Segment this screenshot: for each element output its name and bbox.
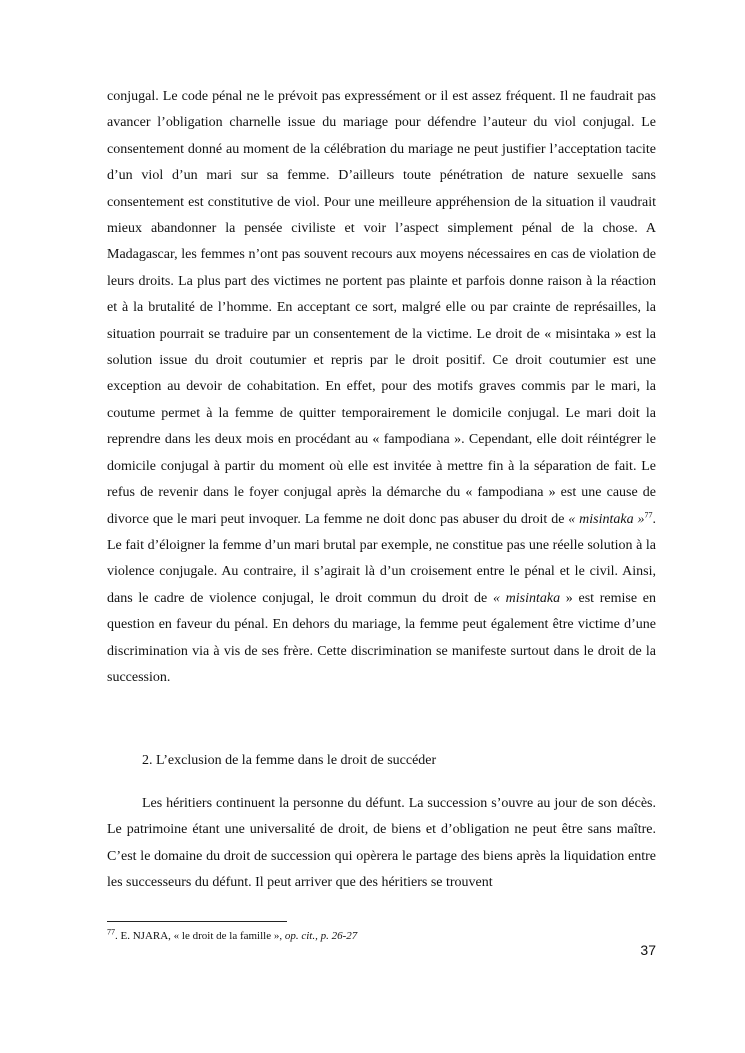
body-paragraph bbox=[107, 84, 656, 691]
body-paragraph: Les héritiers continuent la personne du défunt. La succession s’ouvre au jour de son décès. Le patrimoine étant une universalité de droit, de biens et d’obligation ne peut être sans maître. C’est le domaine du droit de succession qui opèrera le partage des biens après la liquidation entre les successeurs du défunt. Il peut arriver que des héritiers se trouvent bbox=[107, 796, 656, 891]
paragraph-text: » est remise en question en faveur du pénal. En dehors du mariage, la femme peut également être victime d’une discrimination via à vis de ses frère. Cette discrimination se manifeste surtout dans le droit de la succession. bbox=[107, 590, 656, 685]
page-number: 37 bbox=[640, 942, 656, 958]
footnote bbox=[107, 929, 357, 943]
section-heading: 2. L’exclusion de la femme dans le droit de succéder bbox=[142, 753, 437, 768]
italic-term: « misintaka bbox=[492, 590, 561, 606]
italic-term: « misintaka » bbox=[568, 511, 645, 527]
paragraph-text: conjugal. Le code pénal ne le prévoit pas expressément or il est assez fréquent. Il ne faudrait pas avancer l’obligation charnelle issue du mariage pour défendre l’auteur du viol conjugal. Le consentement donné au moment de la célébration du mariage ne peut justifier l’acceptation tacite d’un viol d’un mari sur sa femme. D’ailleurs toute pénétration de nature sexuelle sans consentement est constitutive de viol. Pour une meilleure appréhension de la situation il vaudrait mieux abandonner la pensée civiliste et voir l’aspect simplement pénal de la chose. A Madagascar, les femmes n’ont pas souvent recours aux moyens nécessaires en cas de violation de leurs droits. La plus part des victimes ne portent pas plainte et parfois donne raison à la réaction et à la brutalité de l’homme. En acceptant ce sort, malgré elle ou par crainte de représailles, la situation pourrait se traduire par un consentement de la victime. Le droit de « misintaka » est la solution issue du droit coutumier et repris par le droit positif. Ce droit coutumier est une exception au devoir de cohabitation. En effet, pour des motifs graves commis par le mari, la coutume permet à la femme de quitter temporairement le domicile conjugal. Le mari doit la reprendre dans les deux mois en procédant au « fampodiana ». Cependant, elle doit réintégrer le domicile conjugal à partir du moment où elle est invitée à mettre fin à la séparation de fait. Le refus de revenir dans le foyer conjugal après la démarche du « fampodiana » est une cause de divorce que le mari peut invoquer. La femme ne doit donc pas abuser du droit de bbox=[107, 89, 656, 527]
footnote-reference[interactable]: 77 bbox=[644, 509, 653, 519]
footnote-divider bbox=[107, 921, 287, 922]
footnote-citation: op. cit., p. 26-27 bbox=[284, 930, 358, 942]
footnote-text: . E. NJARA, « le droit de la famille », bbox=[115, 930, 285, 942]
paragraph-text: . Le fait d’éloigner la femme d’un mari brutal par exemple, ne constitue pas une réelle solution à la violence conjugale. Au contraire, il s’agirait là d’un croisement entre le pénal et le civil. Ainsi, dans le cadre de violence conjugal, le droit commun du droit de bbox=[107, 511, 656, 606]
footnote-number: 77 bbox=[107, 927, 115, 937]
